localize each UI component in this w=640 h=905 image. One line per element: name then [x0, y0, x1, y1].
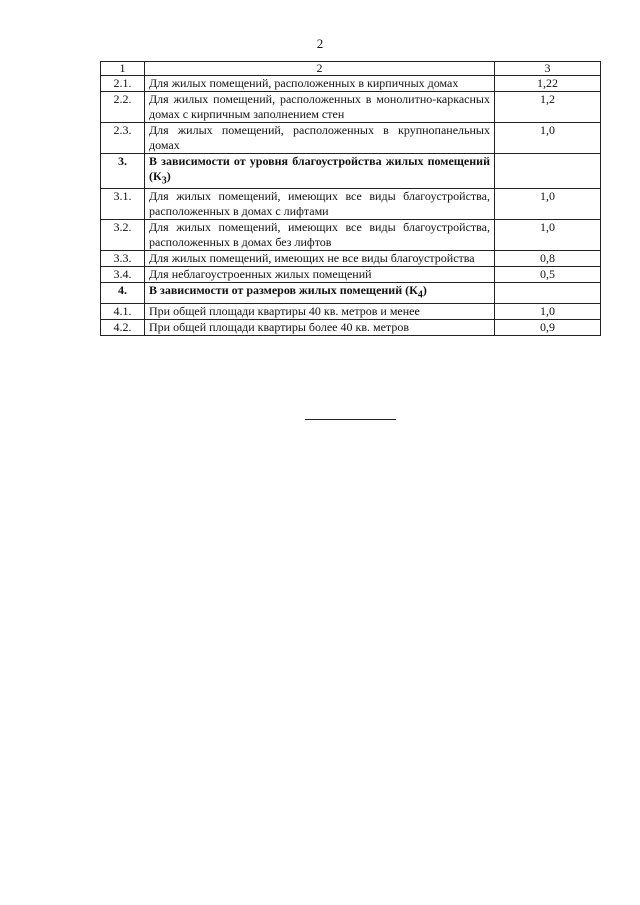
section-title-end: )	[166, 169, 171, 183]
page-number: 2	[316, 36, 324, 51]
table-row	[101, 319, 601, 335]
row-value: 1,0	[495, 123, 601, 154]
table-row	[101, 303, 601, 319]
table-row	[101, 220, 601, 251]
row-description: Для жилых помещений, расположенных в монолитно-каркасных домах с кирпичным заполнением стен	[145, 92, 495, 123]
row-number: 3.2.	[101, 220, 145, 251]
row-description: Для жилых помещений, имеющих все виды благоустройства, расположенных в домах с лифтами	[145, 189, 495, 220]
section-value	[495, 283, 601, 303]
row-description: При общей площади квартиры более 40 кв. метров	[145, 319, 495, 335]
column-header-value: 3	[495, 62, 601, 76]
section-number: 4.	[101, 283, 145, 303]
section-row	[101, 154, 601, 189]
row-number: 3.1.	[101, 189, 145, 220]
row-number: 2.1.	[101, 76, 145, 92]
row-description: Для неблагоустроенных жилых помещений	[145, 267, 495, 283]
section-title	[145, 154, 495, 189]
row-value: 1,0	[495, 220, 601, 251]
column-header-number: 1	[101, 62, 145, 76]
section-value	[495, 154, 601, 189]
row-number: 4.1.	[101, 303, 145, 319]
row-number: 2.2.	[101, 92, 145, 123]
row-value: 0,8	[495, 251, 601, 267]
row-description: Для жилых помещений, расположенных в крупнопанельных домах	[145, 123, 495, 154]
column-header-description: 2	[145, 62, 495, 76]
table-row	[101, 92, 601, 123]
row-number: 3.4.	[101, 267, 145, 283]
section-number: 3.	[101, 154, 145, 189]
end-separator-line	[305, 419, 396, 420]
section-title-end: )	[422, 283, 427, 298]
row-number: 2.3.	[101, 123, 145, 154]
table-row	[101, 123, 601, 154]
row-value: 0,9	[495, 319, 601, 335]
row-description: При общей площади квартиры 40 кв. метров и менее	[145, 303, 495, 319]
row-description: Для жилых помещений, имеющих все виды благоустройства, расположенных в домах без лифтов	[145, 220, 495, 251]
section-title	[145, 283, 495, 303]
table-header-row	[101, 62, 601, 76]
table-row	[101, 251, 601, 267]
section-title-text: В зависимости от уровня благоустройства жилых помещений (К	[149, 154, 490, 183]
coefficients-table	[100, 61, 601, 336]
row-value: 0,5	[495, 267, 601, 283]
section-row	[101, 283, 601, 303]
row-description: Для жилых помещений, расположенных в кирпичных домах	[145, 76, 495, 92]
table-row	[101, 189, 601, 220]
row-description: Для жилых помещений, имеющих не все виды благоустройства	[145, 251, 495, 267]
section-title-subscript: 3	[161, 175, 167, 187]
row-value: 1,0	[495, 189, 601, 220]
row-value: 1,0	[495, 303, 601, 319]
section-title-subscript: 4	[417, 289, 423, 301]
row-value: 1,22	[495, 76, 601, 92]
row-number: 4.2.	[101, 319, 145, 335]
section-title-text: В зависимости от размеров жилых помещений (К	[149, 283, 418, 298]
table-row	[101, 76, 601, 92]
row-number: 3.3.	[101, 251, 145, 267]
row-value: 1,2	[495, 92, 601, 123]
table-row	[101, 267, 601, 283]
